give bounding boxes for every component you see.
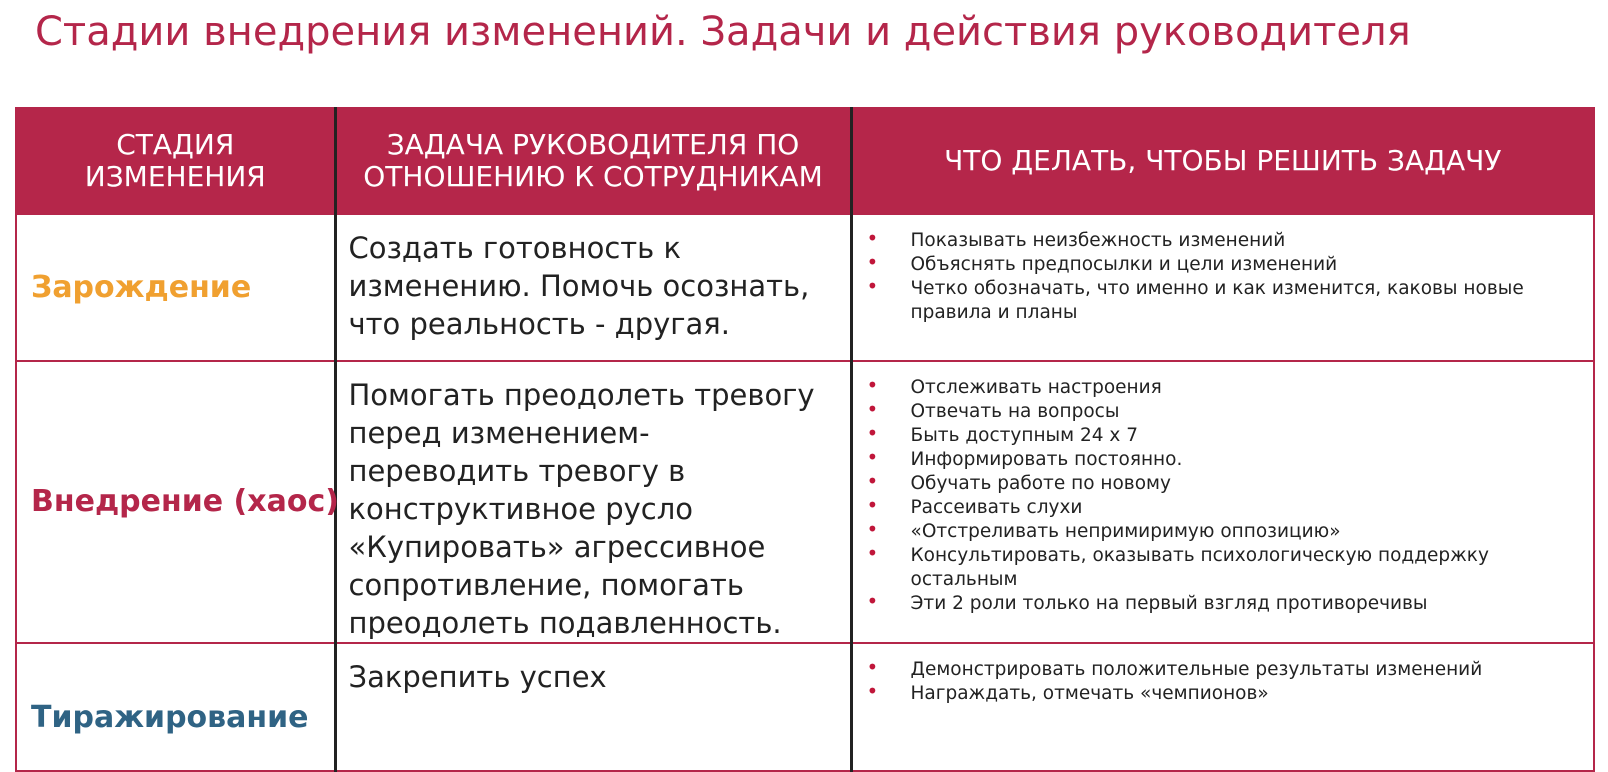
action-item: • Быть доступным 24 х 7 — [853, 424, 1584, 448]
stage-cell — [16, 214, 335, 361]
actions-cell — [851, 361, 1594, 643]
table-row — [16, 214, 1594, 361]
action-item: • Эти 2 роли только на первый взгляд противоречивы — [853, 592, 1584, 616]
page-title: Стадии внедрения изменений. Задачи и действия руководителя — [35, 9, 1411, 55]
task-cell: Помогать преодолеть тревогу перед изменением- переводить тревогу в конструктивное русло «Купировать» агрессивное сопротивление, помогать преодолеть подавленность. — [335, 361, 851, 643]
action-item: • Информировать постоянно. — [853, 448, 1584, 472]
stage-name: Внедрение (хаос) — [31, 484, 339, 519]
column-header-actions: ЧТО ДЕЛАТЬ, ЧТОБЫ РЕШИТЬ ЗАДАЧУ — [851, 108, 1594, 214]
actions-cell — [851, 214, 1594, 361]
action-item: • Отслеживать настроения — [853, 376, 1584, 400]
task-cell: Создать готовность к изменению. Помочь осознать, что реальность - другая. — [335, 214, 851, 361]
stage-name: Зарождение — [31, 269, 252, 305]
table-header-row — [16, 108, 1594, 214]
action-item: • Демонстрировать положительные результаты изменений — [853, 658, 1584, 682]
stage-cell — [16, 361, 339, 643]
action-item: • Четко обозначать, что именно и как изменится, каковы новые правила и планы — [853, 277, 1584, 325]
task-cell: Закрепить успех — [335, 643, 851, 771]
action-item: • Показывать неизбежность изменений — [853, 229, 1584, 253]
column-header-task: ЗАДАЧА РУКОВОДИТЕЛЯ ПО ОТНОШЕНИЮ К СОТРУДНИКАМ — [335, 108, 851, 214]
action-item: • Обучать работе по новому — [853, 472, 1584, 496]
actions-list — [853, 658, 1584, 706]
action-item: • Отвечать на вопросы — [853, 400, 1584, 424]
actions-list — [853, 229, 1584, 325]
table-row — [16, 643, 1594, 771]
stage-name: Тиражирование — [31, 700, 309, 735]
action-item: • Награждать, отмечать «чемпионов» — [853, 682, 1584, 706]
action-item: • «Отстреливать непримиримую оппозицию» — [853, 520, 1584, 544]
action-item: • Рассеивать слухи — [853, 496, 1584, 520]
actions-list — [853, 376, 1584, 616]
column-header-stage: СТАДИЯ ИЗМЕНЕНИЯ — [16, 108, 335, 214]
stages-table — [15, 107, 1595, 772]
action-item: • Консультировать, оказывать психологическую поддержку остальным — [853, 544, 1584, 592]
actions-cell — [851, 643, 1594, 771]
table-row — [16, 361, 1594, 643]
action-item: • Объяснять предпосылки и цели изменений — [853, 253, 1584, 277]
stage-cell — [16, 643, 335, 771]
